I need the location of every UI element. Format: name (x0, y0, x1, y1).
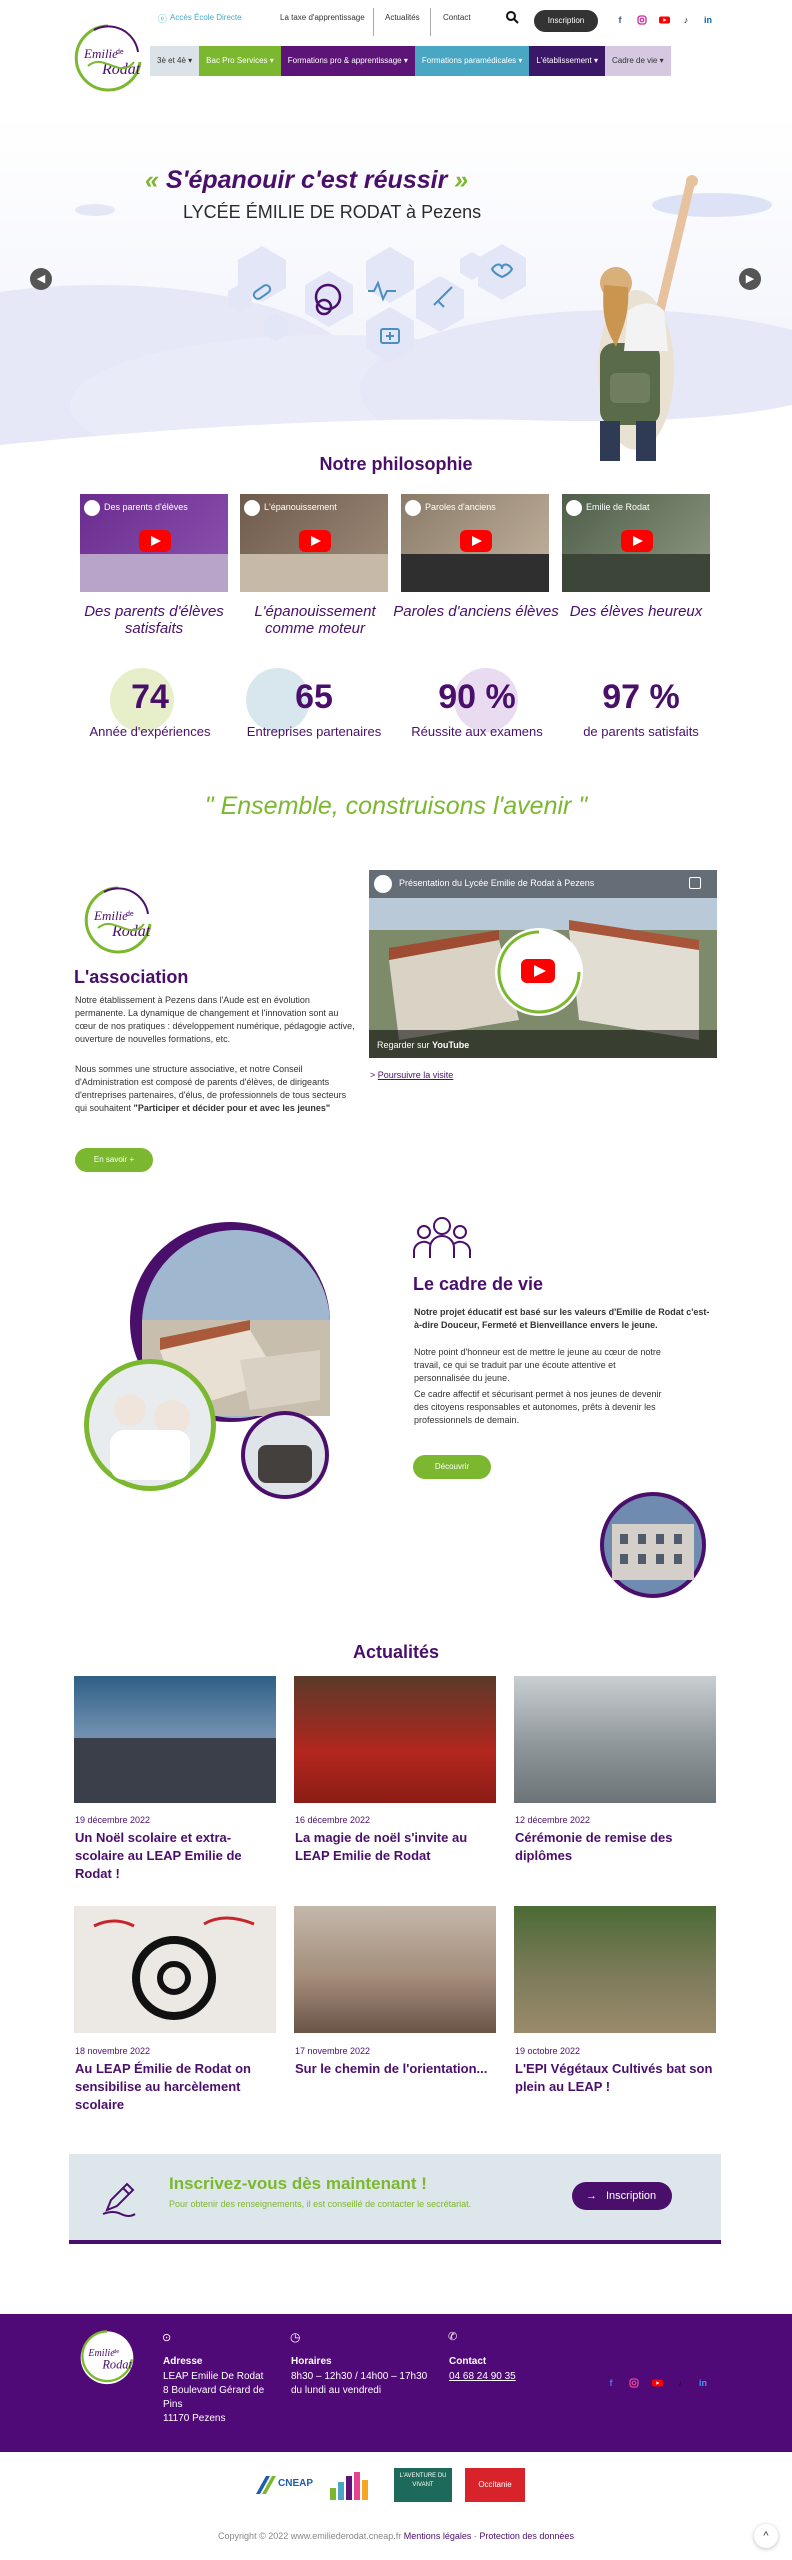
copyright-text: Copyright © 2022 www.emiliederodat.cneap.fr (218, 2531, 402, 2541)
video-thumb-scene (401, 554, 549, 592)
school-direct-icon: ⓔ (158, 14, 168, 24)
cta-title: Inscrivez-vous dès maintenant ! (169, 2174, 427, 2193)
menu-item-3e-4e[interactable]: 3è et 4è ▾ (150, 46, 199, 76)
watch-on-text: Regarder sur (377, 1040, 430, 1050)
news-title[interactable]: L'EPI Végétaux Cultivés bat son plein au LEAP ! (515, 2061, 713, 2094)
scroll-to-top-button[interactable]: ^ (754, 2524, 778, 2548)
occitanie-label: Occitanie (478, 2480, 512, 2489)
association-paragraph-2 (75, 1063, 360, 1115)
pen-icon (99, 2178, 139, 2218)
arrow-right-icon: → (586, 2190, 597, 2202)
video-paroles[interactable] (401, 494, 549, 592)
association-heading: L'association (74, 967, 189, 987)
video-caption: Paroles d'anciens élèves (393, 603, 559, 620)
presentation-video-title: Présentation du Lycée Emilie de Rodat à Pezens (399, 878, 595, 888)
svg-text:Rodat: Rodat (102, 61, 141, 78)
stat-label: Année d'expériences (89, 724, 211, 739)
youtube-wordmark: YouTube (432, 1040, 470, 1050)
contact-link[interactable]: Contact (443, 13, 471, 22)
watch-on-label[interactable] (377, 1040, 469, 1050)
youtube-play-icon[interactable] (299, 530, 331, 552)
video-parents[interactable] (80, 494, 228, 592)
video-thumb-scene (562, 554, 710, 592)
copyright-bar (0, 2531, 792, 2541)
hours-heading: Horaires (291, 2356, 332, 2367)
main-menu (150, 46, 671, 76)
svg-text:de: de (116, 49, 124, 56)
link-separator: - (473, 2531, 477, 2541)
news-date: 16 décembre 2022 (295, 1815, 371, 1825)
svg-text:Rodat: Rodat (112, 923, 151, 940)
cadre-values: Notre projet éducatif est basé sur les valeurs d'Emilie de Rodat c'est-à-dire Douceur, Fermeté et Bienveillance envers le jeune. (414, 1307, 710, 1330)
news-date: 19 décembre 2022 (75, 1815, 151, 1825)
association-logo (78, 884, 158, 958)
channel-avatar (405, 500, 421, 516)
news-title[interactable]: La magie de noël s'invite au LEAP Emilie de Rodat (295, 1830, 468, 1863)
tiktok-icon[interactable]: ♪ (683, 15, 689, 25)
address-line: LEAP Emilie De Rodat (163, 2371, 264, 2382)
video-thumb-scene (240, 554, 388, 592)
quote-close: » (454, 166, 469, 194)
quote-open: « (145, 166, 159, 194)
cadre-paragraph-2: Ce cadre affectif et sécurisant permet à nos jeunes de devenir des citoyens responsables et autonomes, prêts à devenir les professionnels de demain. (414, 1389, 662, 1425)
ecole-directe-link[interactable]: Accès École Directe (170, 13, 242, 22)
presentation-video[interactable] (369, 870, 717, 1058)
stat-value: 65 (295, 678, 333, 716)
news-date: 17 novembre 2022 (295, 2046, 371, 2056)
menu-item-formations-paramedicales[interactable]: Formations paramédicales ▾ (415, 46, 530, 76)
actualites-link[interactable]: Actualités (385, 13, 420, 22)
news-date: 12 décembre 2022 (515, 1815, 591, 1825)
decouvrir-button[interactable]: Découvrir (413, 1455, 491, 1479)
youtube-icon[interactable] (652, 2378, 662, 2388)
footer (0, 2314, 792, 2452)
menu-item-bac-pro[interactable]: Bac Pro Services ▾ (199, 46, 281, 76)
hero-subtitle: LYCÉE ÉMILIE DE RODAT à Pezens (183, 202, 482, 222)
news-image[interactable] (294, 1906, 496, 2033)
topbar-separator (430, 8, 431, 36)
association-paragraph: Notre établissement à Pezens dans l'Aude est en évolution permanente. La dynamique de changement et l'innovation sont au cœur de nos pratiques : développement numérique, pédagogie active, ouverture de nouvelles formations, etc. (75, 995, 355, 1044)
channel-avatar (244, 500, 260, 516)
news-image-drawing (74, 1906, 276, 2033)
hero-title-text: S'épanouir c'est réussir (165, 166, 448, 194)
phone-icon: ✆ (448, 2331, 458, 2343)
stat-label: Entreprises partenaires (246, 724, 382, 739)
association-text: Nous sommes une structure associative, et notre Conseil d'Administration est composé de parents d'élèves, de dirigeants d'entreprises partenaires, d'élus, de professionnels de tous secteurs qui souhaitent (75, 1064, 347, 1113)
cadre-paragraph: Notre point d'honneur est de mettre le jeune au cœur de notre travail, ce qui se traduit par une écoute attentive et personnalisée du jeune. (414, 1347, 661, 1383)
menu-item-etablissement[interactable]: L'établissement ▾ (529, 46, 605, 76)
news-title[interactable]: Cérémonie de remise des diplômes (515, 1830, 673, 1863)
stat-value: 74 (131, 678, 169, 716)
svg-text:de: de (126, 911, 134, 918)
instagram-icon[interactable] (637, 15, 647, 25)
building-photo-circle (598, 1490, 708, 1600)
linkedin-icon[interactable]: in (699, 2378, 707, 2388)
linkedin-icon[interactable]: in (704, 15, 712, 25)
clock-icon: ◷ (290, 2330, 301, 2344)
cta-subtitle: Pour obtenir des renseignements, il est conseillé de contacter le secrétariat. (169, 2199, 472, 2209)
visit-link-text: Poursuivre la visite (377, 1070, 454, 1080)
slider-prev-button[interactable]: ◀ (30, 268, 52, 290)
video-epanouissement[interactable] (240, 494, 388, 592)
svg-text:Emilie: Emilie (94, 908, 128, 923)
news-image[interactable] (514, 1676, 716, 1803)
cneap-label: CNEAP (278, 2478, 314, 2489)
mentions-legales-link[interactable]: Mentions légales (403, 2531, 472, 2541)
footer-logo[interactable] (76, 2328, 138, 2386)
youtube-play-icon[interactable] (139, 530, 171, 552)
channel-avatar (566, 500, 582, 516)
video-eleves-heureux[interactable] (562, 494, 710, 592)
video-overlay-title: Emilie de Rodat (586, 502, 650, 512)
svg-text:Emilie: Emilie (88, 2348, 115, 2360)
location-icon: ⊙ (162, 2332, 172, 2344)
cadre-de-vie-collage (80, 1210, 380, 1510)
news-image[interactable] (294, 1676, 496, 1803)
aventure-du-vivant-logo[interactable] (394, 2468, 452, 2502)
occitanie-logo[interactable] (465, 2468, 525, 2502)
video-thumb-scene (80, 554, 228, 592)
youtube-play-icon[interactable] (460, 530, 492, 552)
bar-chart-logo[interactable] (324, 2468, 380, 2502)
news-date: 19 octobre 2022 (515, 2046, 581, 2056)
menu-item-cadre-de-vie[interactable]: Cadre de vie ▾ (605, 46, 671, 76)
youtube-play-icon[interactable] (621, 530, 653, 552)
address-heading: Adresse (163, 2356, 203, 2367)
hours-line: 8h30 – 12h30 / 14h00 – 17h30 (291, 2371, 428, 2382)
presentation-video-thumbnail (369, 870, 717, 1058)
philosophie-heading: Notre philosophie (319, 454, 473, 474)
cta-button-label: Inscription (606, 2190, 657, 2202)
poursuivre-visite-link[interactable] (370, 1070, 453, 1080)
news-image[interactable] (74, 1676, 276, 1803)
facebook-icon[interactable]: f (618, 15, 622, 25)
address-line: Pins (163, 2399, 183, 2410)
search-icon[interactable] (505, 10, 519, 24)
community-icon (412, 1214, 472, 1260)
stat-label: de parents satisfaits (583, 724, 699, 739)
video-overlay-title: L'épanouissement (264, 502, 337, 512)
news-title[interactable]: Un Noël scolaire et extra-scolaire au LEAP Emilie de Rodat ! (75, 1830, 242, 1881)
video-caption: Des parents d'élèves satisfaits (84, 603, 224, 637)
actualites-heading: Actualités (352, 1642, 440, 1662)
copy-link-icon[interactable] (689, 877, 701, 889)
chevron-right-icon: > (370, 1070, 376, 1080)
instagram-icon[interactable] (629, 2378, 639, 2388)
video-overlay-title: Paroles d'anciens (425, 502, 496, 512)
svg-text:Emilie: Emilie (84, 46, 118, 61)
menu-item-formations-pro[interactable]: Formations pro & apprentissage ▾ (281, 46, 415, 76)
slogan: " Ensemble, construisons l'avenir " (204, 792, 588, 820)
news-image-crowd (74, 1738, 276, 1803)
hours-line: du lundi au vendredi (291, 2385, 382, 2396)
video-caption: L'épanouissement comme moteur (254, 603, 376, 637)
channel-avatar (84, 500, 100, 516)
phone-link[interactable]: 04 68 24 90 35 (449, 2371, 516, 2382)
news-title[interactable]: Sur le chemin de l'orientation... (295, 2061, 488, 2076)
association-quote: "Participer et décider pour et avec les jeunes" (133, 1103, 331, 1113)
news-image[interactable] (514, 1906, 716, 2033)
contact-heading: Contact (449, 2356, 487, 2367)
address-line: 8 Boulevard Gérard de (163, 2385, 265, 2396)
facebook-icon[interactable]: f (609, 2378, 613, 2388)
cneap-logo[interactable] (252, 2468, 314, 2502)
news-image[interactable] (74, 1906, 276, 2033)
cta-inscription-button[interactable] (572, 2182, 672, 2210)
slider-next-button[interactable]: ▶ (739, 268, 761, 290)
taxe-apprentissage-link[interactable]: La taxe d'apprentissage (280, 13, 365, 22)
tiktok-icon[interactable]: ♪ (677, 2378, 683, 2388)
news-date: 18 novembre 2022 (75, 2046, 151, 2056)
youtube-icon[interactable] (659, 15, 669, 25)
stat-value: 90 % (438, 678, 516, 716)
video-overlay-title: Des parents d'élèves (104, 502, 188, 512)
inscription-banner (69, 2154, 721, 2244)
news-title[interactable]: Au LEAP Émilie de Rodat on sensibilise au harcèlement scolaire (75, 2061, 252, 2112)
aventure-label: L'AVENTURE DU VIVANT (399, 2473, 447, 2488)
address-line: 11170 Pezens (163, 2413, 226, 2424)
stat-label: Réussite aux examens (411, 724, 543, 739)
topbar-separator (373, 8, 374, 36)
school-logo[interactable] (68, 22, 148, 96)
svg-text:de: de (113, 2349, 120, 2356)
cadre-heading: Le cadre de vie (413, 1274, 544, 1294)
en-savoir-plus-button[interactable]: En savoir + (75, 1148, 153, 1172)
video-caption: Des élèves heureux (569, 603, 703, 620)
svg-text:Rodat: Rodat (102, 2357, 132, 2372)
hero-title (145, 166, 468, 195)
inscription-top-button[interactable]: Inscription (534, 10, 598, 32)
stat-value: 97 % (602, 678, 680, 716)
protection-donnees-link[interactable]: Protection des données (479, 2531, 574, 2541)
